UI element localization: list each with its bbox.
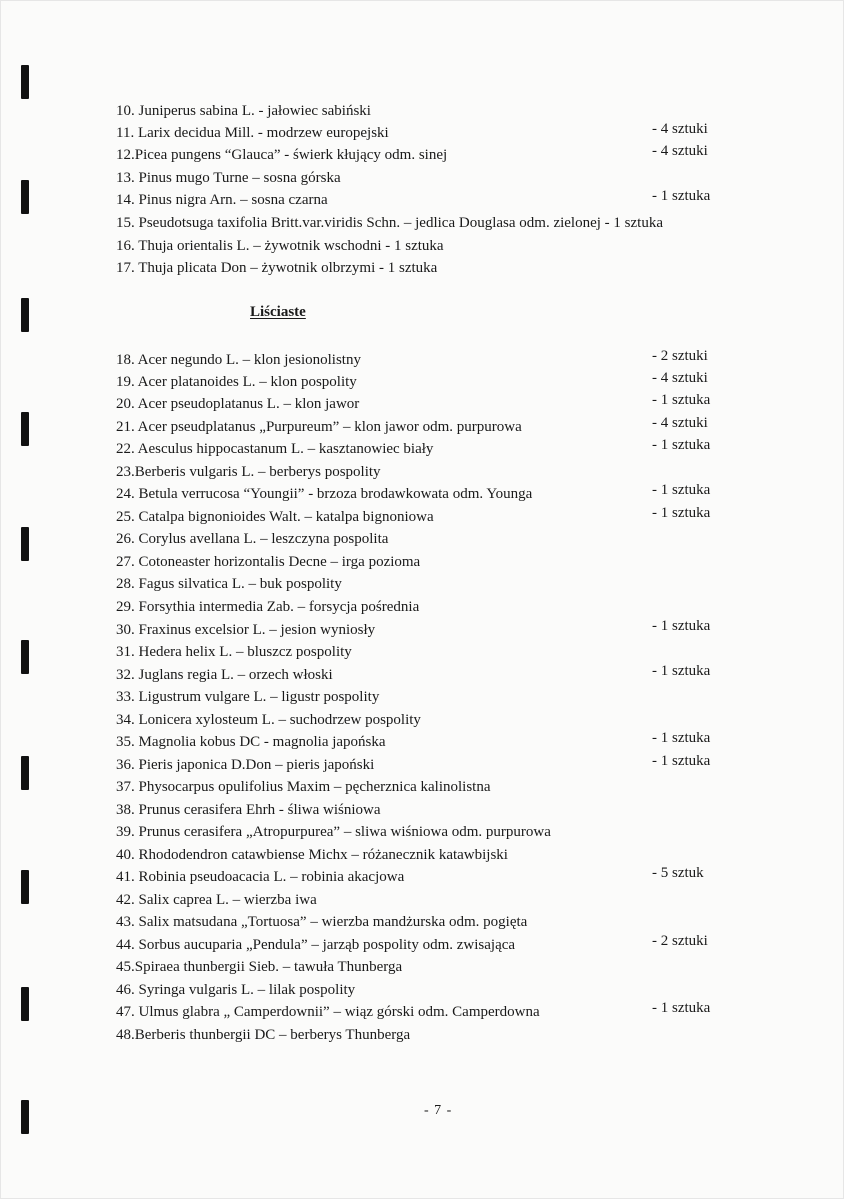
list-item: 26. Corylus avellana L. – leszczyna pospolita xyxy=(116,531,389,547)
quantity-label: - 1 sztuka xyxy=(652,188,711,204)
list-item: 13. Pinus mugo Turne – sosna górska xyxy=(116,170,341,186)
list-item: 17. Thuja plicata Don – żywotnik olbrzymi - 1 sztuka xyxy=(116,260,438,276)
quantity-label: - 1 sztuka xyxy=(652,618,711,634)
list-item: 44. Sorbus aucuparia „Pendula” – jarząb pospolity odm. zwisająca xyxy=(116,937,516,953)
list-item: 36. Pieris japonica D.Don – pieris japoński xyxy=(116,757,375,773)
list-item: 38. Prunus cerasifera Ehrh - śliwa wiśniowa xyxy=(116,802,381,818)
list-item: 43. Salix matsudana „Tortuosa” – wierzba mandżurska odm. pogięta xyxy=(116,914,528,930)
list-item: 16. Thuja orientalis L. – żywotnik wschodni - 1 sztuka xyxy=(116,238,444,254)
list-item: 42. Salix caprea L. – wierzba iwa xyxy=(116,892,317,908)
list-item: 18. Acer negundo L. – klon jesionolistny xyxy=(116,352,361,368)
list-item: 48.Berberis thunbergii DC – berberys Thunberga xyxy=(116,1027,411,1043)
list-item: 31. Hedera helix L. – bluszcz pospolity xyxy=(116,644,352,660)
quantity-label: - 4 sztuki xyxy=(652,415,708,431)
list-item: 24. Betula verrucosa “Youngii” - brzoza brodawkowata odm. Younga xyxy=(116,486,533,502)
quantity-label: - 1 sztuka xyxy=(652,753,711,769)
quantity-label: - 1 sztuka xyxy=(652,482,711,498)
list-item: 12.Picea pungens “Glauca” - świerk kłujący odm. sinej xyxy=(116,147,448,163)
quantity-label: - 1 sztuka xyxy=(652,663,711,679)
list-item: 10. Juniperus sabina L. - jałowiec sabiński xyxy=(116,103,371,119)
list-item: 14. Pinus nigra Arn. – sosna czarna xyxy=(116,192,328,208)
list-item: 45.Spiraea thunbergii Sieb. – tawuła Thunberga xyxy=(116,959,403,975)
list-item: 30. Fraxinus excelsior L. – jesion wyniosły xyxy=(116,622,376,638)
list-item: 19. Acer platanoides L. – klon pospolity xyxy=(116,374,357,390)
list-item: 46. Syringa vulgaris L. – lilak pospolity xyxy=(116,982,356,998)
quantity-label: - 5 sztuk xyxy=(652,865,704,881)
page-number: - 7 - xyxy=(424,1103,453,1118)
quantity-label: - 2 sztuki xyxy=(652,348,708,364)
quantity-label: - 1 sztuka xyxy=(652,1000,711,1016)
list-item: 33. Ligustrum vulgare L. – ligustr pospolity xyxy=(116,689,380,705)
quantity-label: - 1 sztuka xyxy=(652,505,711,521)
list-item: 29. Forsythia intermedia Zab. – forsycja pośrednia xyxy=(116,599,420,615)
list-item: 37. Physocarpus opulifolius Maxim – pęcherznica kalinolistna xyxy=(116,779,491,795)
list-item: 32. Juglans regia L. – orzech włoski xyxy=(116,667,333,683)
quantity-label: - 4 sztuki xyxy=(652,121,708,137)
list-item: 34. Lonicera xylosteum L. – suchodrzew pospolity xyxy=(116,712,421,728)
list-item: 27. Cotoneaster horizontalis Decne – irga pozioma xyxy=(116,554,421,570)
list-item: 21. Acer pseudplatanus „Purpureum” – klon jawor odm. purpurowa xyxy=(116,419,522,435)
list-item: 28. Fagus silvatica L. – buk pospolity xyxy=(116,576,342,592)
quantity-label: - 4 sztuki xyxy=(652,370,708,386)
list-item: 40. Rhododendron catawbiense Michx – różanecznik katawbijski xyxy=(116,847,508,863)
list-item: 47. Ulmus glabra „ Camperdownii” – wiąz górski odm. Camperdowna xyxy=(116,1004,540,1020)
section-heading: Liściaste xyxy=(250,304,306,320)
list-item: 23.Berberis vulgaris L. – berberys pospolity xyxy=(116,464,381,480)
list-item: 11. Larix decidua Mill. - modrzew europejski xyxy=(116,125,389,141)
list-item: 15. Pseudotsuga taxifolia Britt.var.viridis Schn. – jedlica Douglasa odm. zielonej - 1 sztuka xyxy=(116,215,663,231)
quantity-label: - 1 sztuka xyxy=(652,437,711,453)
list-item: 22. Aesculus hippocastanum L. – kasztanowiec biały xyxy=(116,441,434,457)
list-item: 41. Robinia pseudoacacia L. – robinia akacjowa xyxy=(116,869,405,885)
list-item: 20. Acer pseudoplatanus L. – klon jawor xyxy=(116,396,360,412)
quantity-label: - 4 sztuki xyxy=(652,143,708,159)
quantity-label: - 1 sztuka xyxy=(652,730,711,746)
list-item: 35. Magnolia kobus DC - magnolia japońska xyxy=(116,734,386,750)
quantity-label: - 1 sztuka xyxy=(652,392,711,408)
list-item: 25. Catalpa bignonioides Walt. – katalpa bignoniowa xyxy=(116,509,434,525)
list-item: 39. Prunus cerasifera „Atropurpurea” – sliwa wiśniowa odm. purpurowa xyxy=(116,824,551,840)
quantity-label: - 2 sztuki xyxy=(652,933,708,949)
